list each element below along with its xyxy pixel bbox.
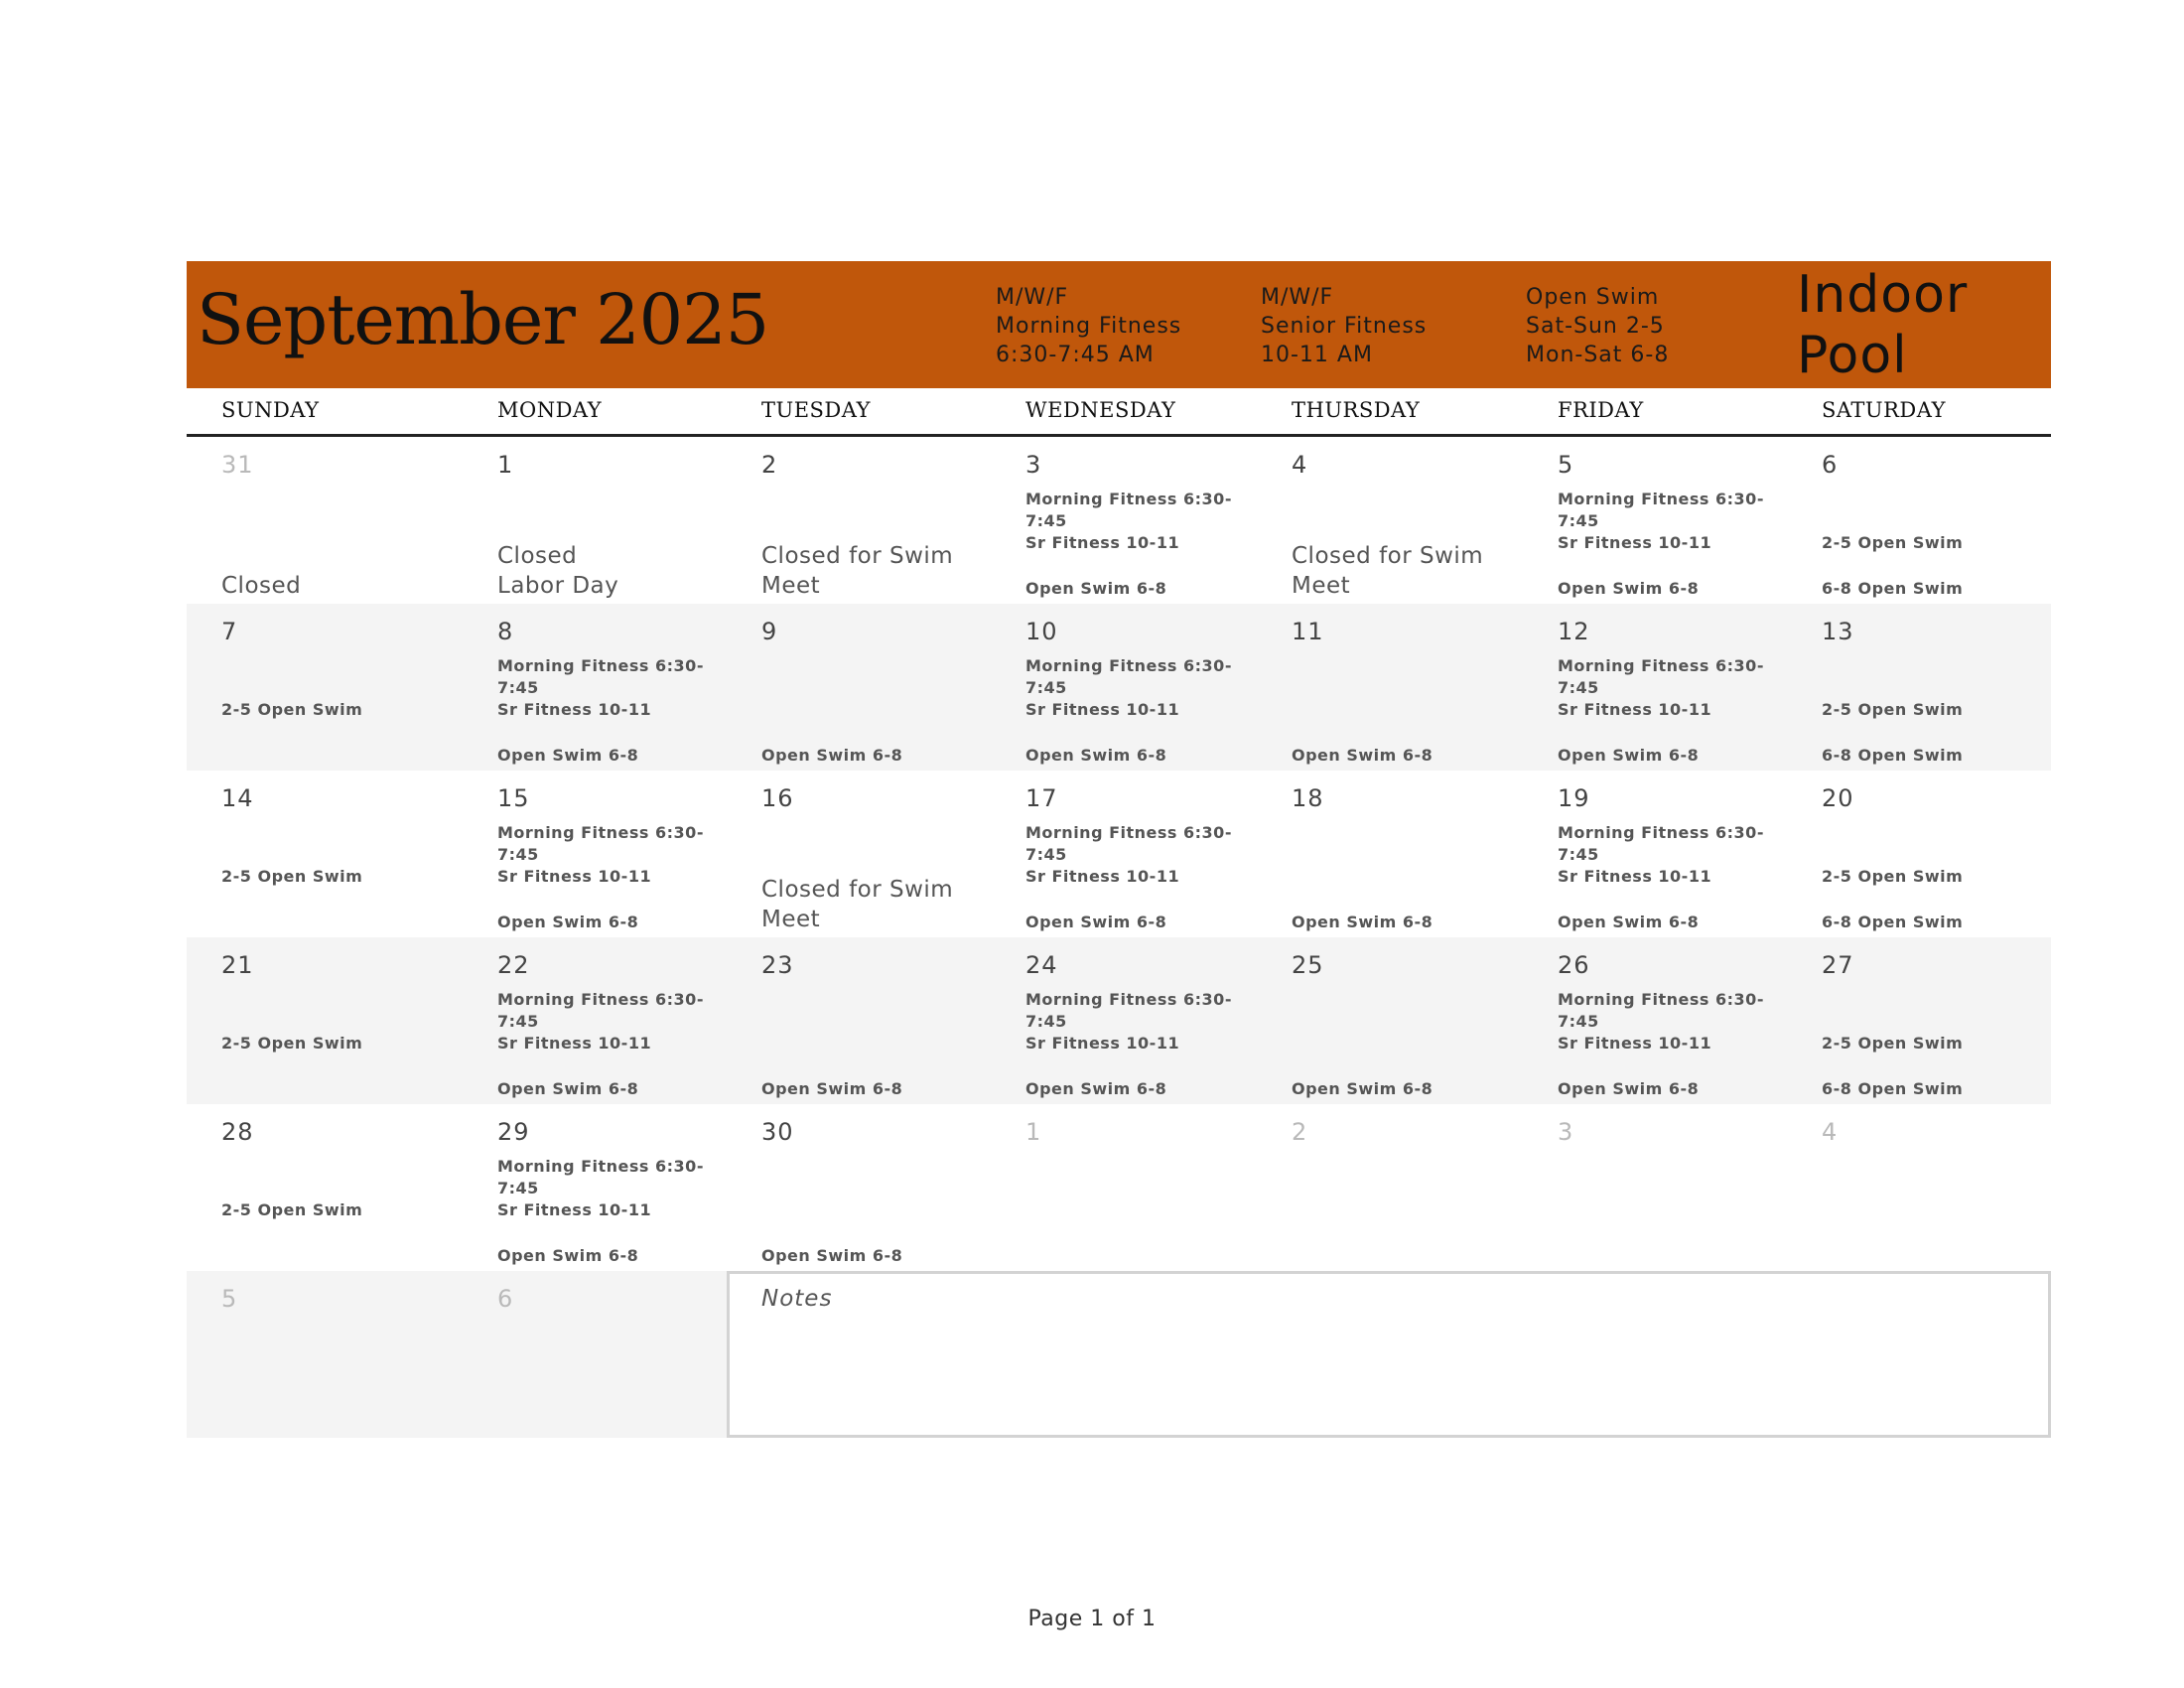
day-number: 21 — [221, 951, 254, 979]
day-cell — [727, 1104, 991, 1271]
afternoon-open-swim-event: 2-5 Open Swim — [221, 1200, 363, 1219]
senior-fitness-event: Sr Fitness 10-11 — [1558, 1034, 1712, 1053]
morning-fitness-event: Morning Fitness 6:30- — [497, 823, 704, 842]
afternoon-open-swim-event: 2-5 Open Swim — [1822, 700, 1964, 719]
day-number: 2 — [761, 451, 778, 479]
month-title: September 2025 — [197, 279, 769, 360]
closure-note: Closed — [221, 573, 302, 599]
afternoon-open-swim-event: 2-5 Open Swim — [1822, 1034, 1964, 1053]
day-number: 15 — [497, 784, 530, 812]
day-number: 5 — [1558, 451, 1574, 479]
senior-fitness-event: Sr Fitness 10-11 — [497, 867, 652, 886]
header-banner — [187, 261, 2051, 388]
day-number: 19 — [1558, 784, 1590, 812]
day-number: 20 — [1822, 784, 1854, 812]
day-number: 8 — [497, 618, 514, 645]
morning-fitness-event: Morning Fitness 6:30- — [497, 990, 704, 1009]
day-cell — [187, 771, 463, 937]
day-number: 13 — [1822, 618, 1854, 645]
calendar-page — [187, 261, 2051, 1438]
day-number: 6 — [497, 1285, 514, 1313]
day-number: 18 — [1292, 784, 1324, 812]
page-footer: Page 1 of 1 — [1027, 1607, 1157, 1631]
senior-fitness-event: Sr Fitness 10-11 — [1558, 700, 1712, 719]
evening-open-swim-event: Open Swim 6-8 — [1025, 746, 1167, 765]
day-number: 4 — [1822, 1118, 1839, 1146]
day-number: 4 — [1292, 451, 1308, 479]
day-cell — [463, 437, 727, 604]
morning-fitness-event: Morning Fitness 6:30- — [1025, 823, 1232, 842]
evening-open-swim-event: Open Swim 6-8 — [1025, 1079, 1167, 1098]
day-cell — [187, 1104, 463, 1271]
day-number: 5 — [221, 1285, 238, 1313]
day-cell — [463, 604, 727, 771]
day-number: 12 — [1558, 618, 1590, 645]
day-cell — [1787, 1104, 2051, 1271]
day-of-week-thursday: THURSDAY — [1292, 398, 1421, 422]
day-number: 3 — [1025, 451, 1042, 479]
day-of-week-header — [187, 388, 2051, 437]
day-of-week-wednesday: WEDNESDAY — [1025, 398, 1176, 422]
morning-fitness-event: Morning Fitness 6:30- — [1558, 990, 1764, 1009]
day-number: 30 — [761, 1118, 794, 1146]
day-cell — [1257, 937, 1523, 1104]
evening-open-swim-event: Open Swim 6-8 — [497, 913, 639, 931]
day-cell — [1523, 1104, 1787, 1271]
morning-fitness-event: Morning Fitness 6:30- — [1025, 990, 1232, 1009]
facility-name: Indoor Pool — [1797, 265, 1969, 385]
morning-fitness-event: Morning Fitness 6:30- — [497, 1157, 704, 1176]
week-row — [187, 437, 2051, 604]
evening-open-swim-event: Open Swim 6-8 — [1558, 579, 1700, 598]
senior-fitness-event: Sr Fitness 10-11 — [1558, 533, 1712, 552]
day-number: 16 — [761, 784, 794, 812]
morning-fitness-event-time: 7:45 — [1558, 845, 1599, 864]
afternoon-open-swim-event: 2-5 Open Swim — [1822, 533, 1964, 552]
day-number: 22 — [497, 951, 530, 979]
day-number: 24 — [1025, 951, 1058, 979]
senior-fitness-event: Sr Fitness 10-11 — [1025, 533, 1180, 552]
evening-open-swim-event: Open Swim 6-8 — [1292, 1079, 1433, 1098]
afternoon-open-swim-event: 2-5 Open Swim — [221, 867, 363, 886]
day-cell — [463, 1104, 727, 1271]
week-row — [187, 937, 2051, 1104]
week-row — [187, 1104, 2051, 1271]
day-cell — [1523, 437, 1787, 604]
week-row — [187, 604, 2051, 771]
evening-open-swim-event: Open Swim 6-8 — [1292, 913, 1433, 931]
day-cell — [727, 437, 991, 604]
evening-open-swim-event: Open Swim 6-8 — [497, 1246, 639, 1265]
evening-open-swim-event: Open Swim 6-8 — [761, 1079, 903, 1098]
closure-note-detail: Meet — [1292, 573, 1351, 599]
morning-fitness-event-time: 7:45 — [497, 678, 539, 697]
closure-note: Closed for Swim — [761, 877, 954, 903]
day-cell — [463, 937, 727, 1104]
morning-fitness-event: Morning Fitness 6:30- — [1025, 490, 1232, 508]
evening-open-swim-event: Open Swim 6-8 — [761, 1246, 903, 1265]
closure-note-detail: Meet — [761, 573, 821, 599]
day-of-week-tuesday: TUESDAY — [761, 398, 871, 422]
day-cell — [187, 604, 463, 771]
afternoon-open-swim-event: 2-5 Open Swim — [221, 1034, 363, 1053]
day-number: 17 — [1025, 784, 1058, 812]
day-cell — [1787, 604, 2051, 771]
closure-note: Closed — [497, 543, 578, 569]
day-number: 9 — [761, 618, 778, 645]
day-cell — [1787, 937, 2051, 1104]
evening-open-swim-event: 6-8 Open Swim — [1822, 579, 1964, 598]
week-row — [187, 771, 2051, 937]
morning-fitness-event: Morning Fitness 6:30- — [497, 656, 704, 675]
day-cell — [1523, 771, 1787, 937]
morning-fitness-event-time: 7:45 — [1025, 845, 1067, 864]
afternoon-open-swim-event: 2-5 Open Swim — [221, 700, 363, 719]
morning-fitness-event-time: 7:45 — [497, 1179, 539, 1197]
day-number: 2 — [1292, 1118, 1308, 1146]
morning-fitness-event-time: 7:45 — [497, 1012, 539, 1031]
day-number: 11 — [1292, 618, 1324, 645]
evening-open-swim-event: Open Swim 6-8 — [1025, 913, 1167, 931]
day-cell — [463, 771, 727, 937]
day-cell — [1257, 771, 1523, 937]
day-of-week-saturday: SATURDAY — [1822, 398, 1946, 422]
closure-note: Closed for Swim — [761, 543, 954, 569]
day-number: 10 — [1025, 618, 1058, 645]
senior-fitness-event: Sr Fitness 10-11 — [1025, 700, 1180, 719]
calendar-grid — [187, 437, 2051, 1271]
notes-label: Notes — [761, 1286, 833, 1312]
day-number: 29 — [497, 1118, 530, 1146]
day-cell — [1257, 1104, 1523, 1271]
day-cell — [991, 604, 1257, 771]
evening-open-swim-event: 6-8 Open Swim — [1822, 746, 1964, 765]
day-of-week-friday: FRIDAY — [1558, 398, 1644, 422]
morning-fitness-event: Morning Fitness 6:30- — [1558, 490, 1764, 508]
evening-open-swim-event: Open Swim 6-8 — [1292, 746, 1433, 765]
day-number: 28 — [221, 1118, 254, 1146]
day-cell — [463, 1271, 727, 1438]
morning-fitness-event: Morning Fitness 6:30- — [1558, 823, 1764, 842]
morning-fitness-event-time: 7:45 — [1025, 678, 1067, 697]
day-cell — [727, 771, 991, 937]
evening-open-swim-event: Open Swim 6-8 — [1558, 746, 1700, 765]
morning-fitness-event-time: 7:45 — [1025, 1012, 1067, 1031]
day-cell — [1257, 437, 1523, 604]
morning-fitness-event-time: 7:45 — [1558, 1012, 1599, 1031]
day-number: 27 — [1822, 951, 1854, 979]
morning-fitness-event: Morning Fitness 6:30- — [1558, 656, 1764, 675]
day-number: 31 — [221, 451, 254, 479]
day-cell — [727, 604, 991, 771]
senior-fitness-event: Sr Fitness 10-11 — [1025, 867, 1180, 886]
closure-note-detail: Labor Day — [497, 573, 619, 599]
day-number: 25 — [1292, 951, 1324, 979]
day-cell — [187, 1271, 463, 1438]
notes-box[interactable] — [727, 1271, 2051, 1438]
day-cell — [727, 937, 991, 1104]
day-number: 23 — [761, 951, 794, 979]
closure-note-detail: Meet — [761, 907, 821, 932]
day-number: 1 — [497, 451, 514, 479]
morning-fitness-event-time: 7:45 — [1558, 511, 1599, 530]
day-cell — [991, 437, 1257, 604]
morning-fitness-event-time: 7:45 — [1025, 511, 1067, 530]
day-cell — [991, 937, 1257, 1104]
day-cell — [187, 437, 463, 604]
day-number: 1 — [1025, 1118, 1042, 1146]
day-number: 7 — [221, 618, 238, 645]
evening-open-swim-event: Open Swim 6-8 — [1558, 1079, 1700, 1098]
day-cell — [991, 771, 1257, 937]
day-number: 14 — [221, 784, 254, 812]
closure-note: Closed for Swim — [1292, 543, 1484, 569]
morning-fitness-event-time: 7:45 — [1558, 678, 1599, 697]
senior-fitness-event: Sr Fitness 10-11 — [497, 1034, 652, 1053]
day-of-week-monday: MONDAY — [497, 398, 603, 422]
senior-fitness-event: Sr Fitness 10-11 — [1558, 867, 1712, 886]
senior-fitness-event: Sr Fitness 10-11 — [497, 700, 652, 719]
day-number: 26 — [1558, 951, 1590, 979]
senior-fitness-event: Sr Fitness 10-11 — [1025, 1034, 1180, 1053]
evening-open-swim-event: 6-8 Open Swim — [1822, 913, 1964, 931]
senior-fitness-event: Sr Fitness 10-11 — [497, 1200, 652, 1219]
morning-fitness-info: M/W/F Morning Fitness 6:30-7:45 AM — [996, 285, 1182, 367]
evening-open-swim-event: Open Swim 6-8 — [1558, 913, 1700, 931]
evening-open-swim-event: Open Swim 6-8 — [497, 746, 639, 765]
evening-open-swim-event: Open Swim 6-8 — [1025, 579, 1167, 598]
day-cell — [991, 1104, 1257, 1271]
day-number: 6 — [1822, 451, 1839, 479]
afternoon-open-swim-event: 2-5 Open Swim — [1822, 867, 1964, 886]
day-number: 3 — [1558, 1118, 1574, 1146]
morning-fitness-event: Morning Fitness 6:30- — [1025, 656, 1232, 675]
evening-open-swim-event: Open Swim 6-8 — [761, 746, 903, 765]
last-week-row — [187, 1271, 2051, 1438]
day-cell — [1787, 771, 2051, 937]
evening-open-swim-event: 6-8 Open Swim — [1822, 1079, 1964, 1098]
day-cell — [1257, 604, 1523, 771]
day-cell — [1523, 604, 1787, 771]
day-cell — [1523, 937, 1787, 1104]
senior-fitness-info: M/W/F Senior Fitness 10-11 AM — [1261, 285, 1428, 367]
day-cell — [187, 937, 463, 1104]
day-of-week-sunday: SUNDAY — [221, 398, 320, 422]
day-cell — [1787, 437, 2051, 604]
open-swim-info: Open Swim Sat-Sun 2-5 Mon-Sat 6-8 — [1526, 285, 1670, 367]
evening-open-swim-event: Open Swim 6-8 — [497, 1079, 639, 1098]
morning-fitness-event-time: 7:45 — [497, 845, 539, 864]
